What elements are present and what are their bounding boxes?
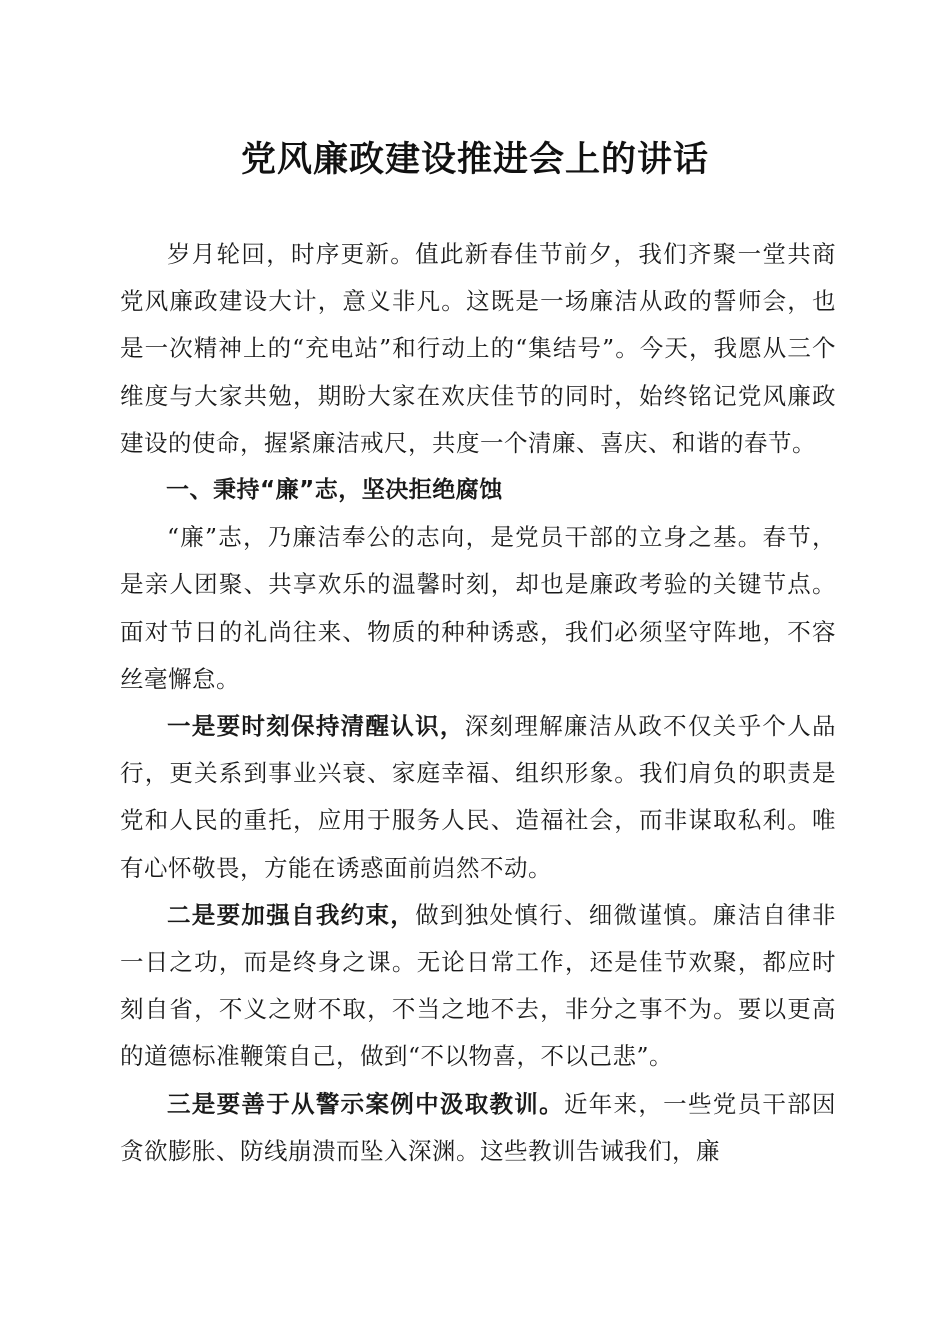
point-text-3: 近年来，一些党员干部因贪欲膨胀、防线崩溃而坠入深渊。这些教训告诫我们，廉	[120, 1089, 837, 1165]
section-heading: 一、秉持“廉”志，坚决拒绝腐蚀	[166, 477, 503, 504]
point-paragraph-3	[120, 1081, 836, 1175]
document-body	[120, 231, 836, 1175]
point-lead-1: 一是要时刻保持清醒认识，	[167, 712, 465, 741]
point-paragraph-1	[120, 703, 836, 892]
point-text-2: 做到独处慎行、细微谨慎。廉洁自律非一日之功，而是终身之课。无论日常工作，还是佳节欢聚，都应时刻自省，不义之财不取，不当之地不去，非分之事不为。要以更高的道德标准鞭策自己，做到“不以物喜，不以己悲”。	[120, 900, 837, 1071]
point-text-1: 深刻理解廉洁从政不仅关乎个人品行，更关系到事业兴衰、家庭幸福、组织形象。我们肩负的职责是党和人民的重托，应用于服务人民、造福社会，而非谋取私利。唯有心怀敬畏，方能在诱惑面前岿然不动。	[120, 712, 837, 882]
document-title: 党风廉政建设推进会上的讲话	[240, 139, 709, 180]
intro-paragraph: 岁月轮回，时序更新。值此新春佳节前夕，我们齐聚一堂共商党风廉政建设大计，意义非凡。这既是一场廉洁从政的誓师会，也是一次精神上的“充电站”和行动上的“集结号”。今天，我愿从三个维度与大家共勉，期盼大家在欢庆佳节的同时，始终铭记党风廉政建设的使命，握紧廉洁戒尺，共度一个清廉、喜庆、和谐的春节。	[120, 240, 836, 457]
point-paragraph-2	[120, 892, 836, 1081]
point-lead-2: 二是要加强自我约束，	[167, 900, 416, 929]
section-intro-paragraph: “廉”志，乃廉洁奉公的志向，是党员干部的立身之基。春节，是亲人团聚、共享欢乐的温馨时刻，却也是廉政考验的关键节点。面对节日的礼尚往来、物质的种种诱惑，我们必须坚守阵地，不容丝毫懈怠。	[120, 523, 836, 693]
point-lead-3: 三是要善于从警示案例中汲取教训。	[167, 1089, 564, 1118]
